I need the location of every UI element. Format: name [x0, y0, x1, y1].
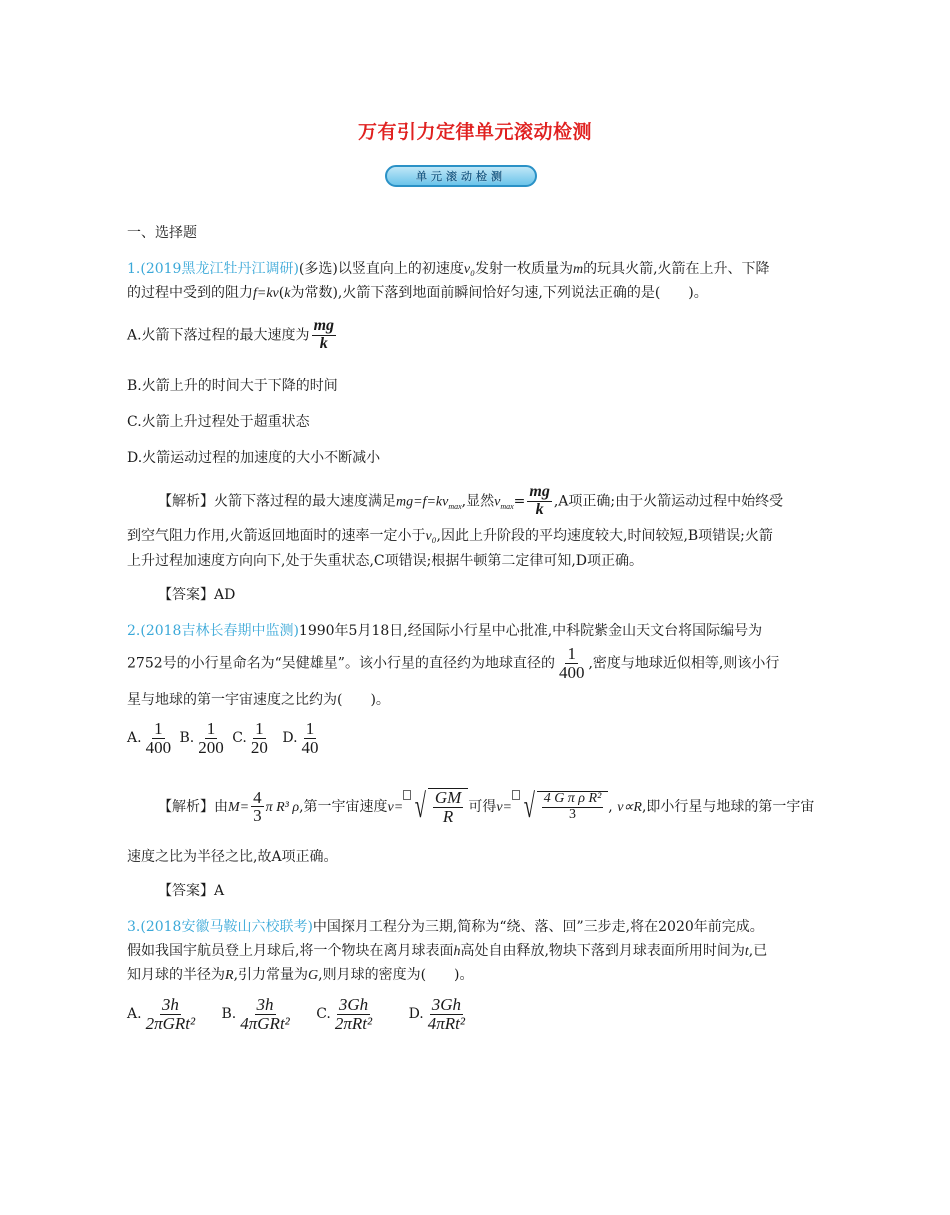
numerator: mg	[313, 317, 335, 334]
q3-text: ,引力常量为	[233, 967, 309, 983]
analysis-text: ,显然	[461, 493, 495, 510]
numerator: 1	[255, 719, 264, 738]
formula: v=	[387, 799, 404, 815]
badge-label: 单元滚动检测	[416, 170, 506, 183]
q3-option-c	[316, 995, 376, 1033]
q3-text: ,已	[748, 943, 768, 959]
fraction	[333, 996, 374, 1033]
option-label: B.	[179, 730, 195, 747]
q3-line1	[127, 916, 764, 936]
q2-option-b	[179, 719, 228, 757]
q3-text: 假如我国宇航员登上月球后,将一个物块在离月球表面	[127, 943, 454, 959]
q3-option-b	[221, 995, 294, 1033]
numerator: 3h	[256, 995, 274, 1014]
fraction	[238, 996, 292, 1033]
section-badge	[385, 165, 537, 187]
denominator: 200	[198, 737, 224, 757]
k-symbol: k	[284, 286, 291, 301]
formula: v∝R	[617, 799, 642, 815]
q3-line3	[127, 964, 474, 984]
v0-symbol: v₀	[425, 529, 437, 544]
formula: mg=f=kv	[396, 494, 449, 510]
denominator: R	[442, 806, 454, 826]
analysis-text: 【解析】火箭下落过程的最大速度满足	[158, 493, 396, 510]
option-label: D.	[408, 1006, 424, 1023]
formula: v=	[496, 799, 513, 815]
denominator: 2πRt²	[334, 1013, 373, 1033]
q2-text: 2752号的小行星命名为“吴健雄星”。该小行星的直径约为地球直径的	[127, 655, 555, 672]
q1-answer: 【答案】AD	[158, 587, 236, 603]
denominator: 3	[253, 806, 262, 826]
q1-line1	[127, 258, 770, 278]
denominator: 20	[250, 737, 268, 757]
option-label: C.	[232, 730, 247, 747]
t-symbol: t	[744, 944, 749, 959]
f-symbol: f=kv	[253, 286, 279, 301]
analysis-text: ,第一宇宙速度	[299, 798, 388, 815]
denominator: 400	[145, 737, 172, 757]
analysis-text: 【解析】由	[158, 798, 228, 815]
q3-line2	[127, 940, 767, 960]
q2-answer: 【答案】A	[158, 883, 225, 899]
fraction	[144, 996, 198, 1033]
analysis-text: ,即小行星与地球的第一宇宙	[641, 798, 815, 815]
numerator: 4	[253, 787, 262, 807]
sqrt-expression: √ $\frac{\text{4 G π ρ R²}}{3}$	[520, 790, 608, 824]
denominator: 4πGRt²	[240, 1013, 290, 1033]
fraction	[433, 789, 463, 826]
analysis-text: ,A项正确;由于火箭运动过程中始终受	[553, 493, 784, 510]
fraction	[300, 720, 321, 757]
fraction	[527, 484, 551, 519]
formula: v	[494, 494, 501, 510]
q1-analysis-line1: 【解析】火箭下落过程的最大速度满足$mg=f=kv_{max}$,显然$v_{max}=$ $\frac{mg}{k}$ ,A项正确;由于火箭运动过程中始终受	[158, 483, 784, 518]
denominator: 4πRt²	[427, 1013, 465, 1033]
q1-text: 为常数),火箭下落到地面前瞬间恰好匀速,下列说法正确的是( )。	[290, 285, 708, 301]
q1-analysis-line2	[127, 525, 773, 545]
denominator: k	[319, 334, 328, 352]
h-symbol: h	[453, 944, 461, 959]
g-symbol: G	[308, 968, 319, 983]
placeholder-box	[512, 790, 520, 800]
analysis-text: ,因此上升阶段的平均速度较大,时间较短,B项错误;火箭	[436, 528, 773, 544]
q3-option-d	[408, 995, 469, 1033]
q1-option-a	[127, 318, 338, 353]
q2-option-c	[232, 719, 272, 757]
q1-line2	[127, 282, 708, 302]
option-label: A.	[127, 1006, 142, 1023]
q2-text: 1990年5月18日,经国际小行星中心批准,中科院紫金山天文台将国际编号为	[298, 623, 763, 639]
q1-text: 的玩具火箭,火箭在上升、下降	[583, 261, 770, 277]
numerator: 1	[567, 644, 576, 663]
page-title: 万有引力定律单元滚动检测	[357, 121, 592, 143]
q1-text: (多选)以竖直向上的初速度	[298, 261, 464, 277]
placeholder-box	[403, 790, 411, 800]
analysis-text: 可得	[468, 798, 497, 815]
option-text: A.火箭下落过程的最大速度为	[127, 327, 310, 344]
q3-text: 高处自由释放,物块下落到月球表面所用时间为	[460, 943, 745, 959]
q3-text: ,则月球的密度为( )。	[318, 967, 474, 983]
q3-option-a	[127, 995, 199, 1033]
subscript: max	[500, 502, 514, 512]
v0-symbol: v₀	[463, 262, 475, 277]
q1-option-b: B.火箭上升的时间大于下降的时间	[127, 378, 338, 394]
denominator: 400	[558, 662, 585, 682]
analysis-text: 到空气阻力作用,火箭返回地面时的速率一定小于	[127, 528, 426, 544]
sqrt-expression: √ $\frac{GM}{R}$	[411, 788, 468, 826]
q1-text: 发射一枚质量为	[474, 261, 573, 277]
numerator: 1	[305, 719, 315, 738]
formula: π R³ ρ	[265, 799, 300, 815]
denominator: k	[535, 500, 544, 518]
q2-text: ,密度与地球近似相等,则该小行	[588, 655, 780, 672]
q2-source: 2.(2018吉林长春期中监测)	[127, 623, 299, 639]
fraction	[249, 720, 270, 757]
section-heading: 一、选择题	[127, 225, 197, 241]
q1-text: 的过程中受到的阻力	[127, 285, 253, 301]
q1-analysis-line3: 上升过程加速度方向向下,处于失重状态,C项错误;根据牛顿第二定律可知,D项正确。	[127, 553, 644, 569]
subscript: max	[448, 502, 462, 512]
q1-option-c: C.火箭上升过程处于超重状态	[127, 414, 310, 430]
fraction	[557, 645, 587, 682]
fraction	[542, 792, 604, 822]
q2-option-d	[282, 719, 322, 757]
fraction	[251, 789, 264, 826]
numerator: 3h	[161, 995, 179, 1014]
q3-source: 3.(2018安徽马鞍山六校联考)	[127, 919, 313, 935]
fraction	[196, 720, 226, 757]
q2-analysis-line2: 速度之比为半径之比,故A项正确。	[127, 849, 338, 865]
q2-line2	[127, 645, 779, 682]
q2-options	[127, 720, 323, 757]
fraction	[144, 720, 174, 757]
fraction	[312, 318, 336, 353]
r-symbol: R	[225, 968, 234, 983]
numerator: mg	[529, 483, 550, 500]
numerator: GM	[434, 788, 462, 807]
numerator: 1	[206, 719, 216, 738]
q2-option-a	[127, 719, 175, 757]
formula: M=	[228, 799, 250, 815]
option-label: D.	[282, 730, 298, 747]
q2-line3: 星与地球的第一宇宙速度之比约为( )。	[127, 692, 390, 708]
q1-source: 1.(2019黑龙江牡丹江调研)	[127, 261, 299, 277]
denominator: 3	[568, 806, 576, 822]
q2-analysis-line1: 【解析】由M= $\frac{4}{3}$ π R³ ρ,第一宇宙速度v= √ $\frac{GM}{R}$ 可得v= √ $\frac{\text{4 G π ρ R²}}{3}$ , v∝R,即小行星与地球的第一宇宙	[158, 787, 815, 826]
denominator: 40	[301, 737, 319, 757]
q2-line1	[127, 620, 762, 640]
option-label: A.	[127, 730, 142, 747]
numerator: 3Gh	[431, 995, 462, 1014]
option-label: B.	[221, 1006, 237, 1023]
numerator: 4 G π ρ R²	[543, 791, 602, 807]
q3-options	[127, 996, 469, 1033]
q1-text: (	[278, 285, 285, 301]
numerator: 3Gh	[338, 995, 369, 1014]
denominator: 2πGRt²	[145, 1013, 196, 1033]
m-symbol: m	[572, 262, 584, 277]
numerator: 1	[154, 719, 163, 738]
fraction	[426, 996, 467, 1033]
q3-text: 知月球的半径为	[127, 967, 225, 983]
q1-option-d: D.火箭运动过程的加速度的大小不断减小	[127, 450, 381, 466]
q3-text: 中国探月工程分为三期,简称为“绕、落、回”三步走,将在2020年前完成。	[312, 919, 764, 935]
option-label: C.	[316, 1006, 331, 1023]
